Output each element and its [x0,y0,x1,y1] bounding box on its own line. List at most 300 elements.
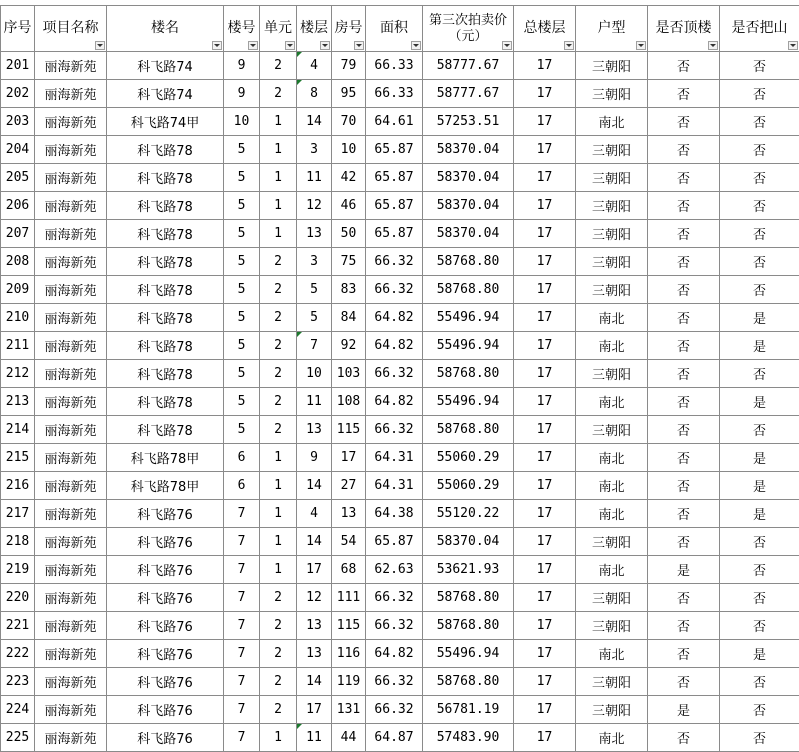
cell-gable[interactable]: 是 [720,444,799,472]
cell-seq[interactable]: 204 [1,136,35,164]
cell-seq[interactable]: 225 [1,724,35,752]
cell-seq[interactable]: 220 [1,584,35,612]
cell-total_floors[interactable]: 17 [514,640,576,668]
cell-room[interactable]: 119 [332,668,366,696]
cell-gable[interactable]: 否 [720,360,799,388]
cell-project[interactable]: 丽海新苑 [35,724,107,752]
cell-total_floors[interactable]: 17 [514,500,576,528]
cell-floor[interactable]: 5 [297,276,332,304]
cell-top_floor[interactable]: 否 [648,472,720,500]
cell-project[interactable]: 丽海新苑 [35,640,107,668]
cell-price[interactable]: 55496.94 [423,640,514,668]
cell-bldg_no[interactable]: 7 [224,500,260,528]
cell-top_floor[interactable]: 是 [648,696,720,724]
cell-area[interactable]: 64.82 [366,388,423,416]
cell-unit[interactable]: 1 [260,500,297,528]
cell-area[interactable]: 65.87 [366,528,423,556]
cell-price[interactable]: 58768.80 [423,612,514,640]
cell-bldg_no[interactable]: 7 [224,556,260,584]
cell-total_floors[interactable]: 17 [514,612,576,640]
cell-bldg_no[interactable]: 5 [224,136,260,164]
cell-total_floors[interactable]: 17 [514,528,576,556]
cell-seq[interactable]: 216 [1,472,35,500]
cell-room[interactable]: 54 [332,528,366,556]
cell-unit[interactable]: 1 [260,472,297,500]
cell-seq[interactable]: 201 [1,52,35,80]
cell-top_floor[interactable]: 否 [648,304,720,332]
cell-seq[interactable]: 217 [1,500,35,528]
cell-unit[interactable]: 1 [260,220,297,248]
cell-project[interactable]: 丽海新苑 [35,472,107,500]
cell-gable[interactable]: 是 [720,640,799,668]
cell-project[interactable]: 丽海新苑 [35,220,107,248]
cell-unit[interactable]: 1 [260,444,297,472]
cell-area[interactable]: 65.87 [366,192,423,220]
cell-gable[interactable]: 否 [720,220,799,248]
cell-project[interactable]: 丽海新苑 [35,696,107,724]
cell-room[interactable]: 84 [332,304,366,332]
cell-area[interactable]: 66.32 [366,416,423,444]
cell-building[interactable]: 科飞路78甲 [107,444,224,472]
cell-top_floor[interactable]: 否 [648,220,720,248]
cell-floor[interactable]: 9 [297,444,332,472]
cell-floor[interactable]: 14 [297,472,332,500]
cell-area[interactable]: 65.87 [366,136,423,164]
cell-seq[interactable]: 224 [1,696,35,724]
cell-gable[interactable]: 否 [720,668,799,696]
cell-floor[interactable]: 3 [297,248,332,276]
filter-dropdown-icon[interactable] [248,41,258,50]
cell-total_floors[interactable]: 17 [514,472,576,500]
cell-total_floors[interactable]: 17 [514,164,576,192]
cell-total_floors[interactable]: 17 [514,444,576,472]
cell-unit[interactable]: 2 [260,80,297,108]
cell-project[interactable]: 丽海新苑 [35,360,107,388]
cell-bldg_no[interactable]: 5 [224,304,260,332]
cell-room[interactable]: 108 [332,388,366,416]
cell-total_floors[interactable]: 17 [514,416,576,444]
cell-price[interactable]: 55496.94 [423,332,514,360]
cell-project[interactable]: 丽海新苑 [35,332,107,360]
cell-floor[interactable]: 14 [297,108,332,136]
cell-building[interactable]: 科飞路76 [107,640,224,668]
cell-project[interactable]: 丽海新苑 [35,164,107,192]
filter-dropdown-icon[interactable] [708,41,718,50]
cell-room[interactable]: 10 [332,136,366,164]
cell-building[interactable]: 科飞路78甲 [107,472,224,500]
cell-building[interactable]: 科飞路76 [107,528,224,556]
cell-gable[interactable]: 是 [720,472,799,500]
cell-layout[interactable]: 三朝阳 [576,192,648,220]
cell-total_floors[interactable]: 17 [514,724,576,752]
cell-layout[interactable]: 三朝阳 [576,584,648,612]
cell-price[interactable]: 58370.04 [423,528,514,556]
cell-building[interactable]: 科飞路76 [107,556,224,584]
cell-seq[interactable]: 223 [1,668,35,696]
cell-floor[interactable]: 11 [297,388,332,416]
cell-project[interactable]: 丽海新苑 [35,248,107,276]
cell-bldg_no[interactable]: 9 [224,52,260,80]
cell-area[interactable]: 66.32 [366,696,423,724]
cell-room[interactable]: 70 [332,108,366,136]
cell-project[interactable]: 丽海新苑 [35,556,107,584]
cell-floor[interactable]: 17 [297,556,332,584]
cell-building[interactable]: 科飞路78 [107,248,224,276]
cell-total_floors[interactable]: 17 [514,192,576,220]
cell-building[interactable]: 科飞路78 [107,220,224,248]
cell-unit[interactable]: 1 [260,528,297,556]
cell-bldg_no[interactable]: 6 [224,472,260,500]
cell-area[interactable]: 66.32 [366,360,423,388]
cell-room[interactable]: 116 [332,640,366,668]
cell-project[interactable]: 丽海新苑 [35,668,107,696]
cell-seq[interactable]: 213 [1,388,35,416]
cell-area[interactable]: 66.32 [366,248,423,276]
cell-room[interactable]: 46 [332,192,366,220]
cell-floor[interactable]: 4 [297,52,332,80]
cell-room[interactable]: 44 [332,724,366,752]
cell-total_floors[interactable]: 17 [514,248,576,276]
cell-seq[interactable]: 202 [1,80,35,108]
cell-seq[interactable]: 218 [1,528,35,556]
cell-unit[interactable]: 2 [260,304,297,332]
filter-dropdown-icon[interactable] [411,41,421,50]
cell-unit[interactable]: 2 [260,332,297,360]
cell-floor[interactable]: 13 [297,220,332,248]
filter-dropdown-icon[interactable] [95,41,105,50]
cell-top_floor[interactable]: 否 [648,388,720,416]
cell-bldg_no[interactable]: 7 [224,696,260,724]
cell-seq[interactable]: 219 [1,556,35,584]
cell-area[interactable]: 66.33 [366,52,423,80]
cell-layout[interactable]: 南北 [576,332,648,360]
cell-layout[interactable]: 三朝阳 [576,80,648,108]
cell-room[interactable]: 27 [332,472,366,500]
cell-price[interactable]: 58768.80 [423,360,514,388]
cell-top_floor[interactable]: 否 [648,416,720,444]
cell-area[interactable]: 66.32 [366,276,423,304]
cell-building[interactable]: 科飞路78 [107,360,224,388]
cell-building[interactable]: 科飞路76 [107,584,224,612]
cell-room[interactable]: 111 [332,584,366,612]
cell-area[interactable]: 66.33 [366,80,423,108]
cell-area[interactable]: 65.87 [366,164,423,192]
cell-floor[interactable]: 5 [297,304,332,332]
cell-layout[interactable]: 南北 [576,444,648,472]
cell-price[interactable]: 58777.67 [423,80,514,108]
cell-area[interactable]: 64.82 [366,304,423,332]
cell-price[interactable]: 53621.93 [423,556,514,584]
cell-building[interactable]: 科飞路78 [107,164,224,192]
cell-top_floor[interactable]: 否 [648,444,720,472]
cell-building[interactable]: 科飞路78 [107,276,224,304]
cell-total_floors[interactable]: 17 [514,136,576,164]
cell-building[interactable]: 科飞路74 [107,52,224,80]
cell-bldg_no[interactable]: 5 [224,276,260,304]
cell-layout[interactable]: 三朝阳 [576,696,648,724]
cell-room[interactable]: 115 [332,612,366,640]
cell-area[interactable]: 64.31 [366,444,423,472]
cell-bldg_no[interactable]: 7 [224,612,260,640]
cell-area[interactable]: 64.31 [366,472,423,500]
cell-gable[interactable]: 否 [720,192,799,220]
cell-gable[interactable]: 否 [720,136,799,164]
cell-layout[interactable]: 三朝阳 [576,248,648,276]
filter-dropdown-icon[interactable] [320,41,330,50]
cell-seq[interactable]: 208 [1,248,35,276]
cell-total_floors[interactable]: 17 [514,108,576,136]
cell-bldg_no[interactable]: 5 [224,416,260,444]
cell-seq[interactable]: 212 [1,360,35,388]
cell-seq[interactable]: 210 [1,304,35,332]
cell-layout[interactable]: 南北 [576,304,648,332]
cell-gable[interactable]: 是 [720,304,799,332]
filter-dropdown-icon[interactable] [636,41,646,50]
cell-top_floor[interactable]: 否 [648,136,720,164]
cell-gable[interactable]: 否 [720,612,799,640]
cell-price[interactable]: 58768.80 [423,248,514,276]
cell-project[interactable]: 丽海新苑 [35,584,107,612]
cell-floor[interactable]: 13 [297,640,332,668]
cell-project[interactable]: 丽海新苑 [35,52,107,80]
cell-building[interactable]: 科飞路78 [107,136,224,164]
cell-layout[interactable]: 三朝阳 [576,360,648,388]
cell-building[interactable]: 科飞路78 [107,304,224,332]
cell-top_floor[interactable]: 否 [648,528,720,556]
filter-dropdown-icon[interactable] [502,41,512,50]
cell-floor[interactable]: 3 [297,136,332,164]
filter-dropdown-icon[interactable] [354,41,364,50]
cell-total_floors[interactable]: 17 [514,556,576,584]
cell-room[interactable]: 103 [332,360,366,388]
cell-price[interactable]: 58768.80 [423,668,514,696]
cell-project[interactable]: 丽海新苑 [35,80,107,108]
cell-gable[interactable]: 是 [720,332,799,360]
cell-building[interactable]: 科飞路76 [107,668,224,696]
cell-gable[interactable]: 否 [720,724,799,752]
cell-floor[interactable]: 17 [297,696,332,724]
cell-gable[interactable]: 否 [720,80,799,108]
cell-top_floor[interactable]: 否 [648,584,720,612]
cell-unit[interactable]: 1 [260,164,297,192]
cell-building[interactable]: 科飞路76 [107,500,224,528]
cell-seq[interactable]: 206 [1,192,35,220]
cell-seq[interactable]: 205 [1,164,35,192]
cell-layout[interactable]: 三朝阳 [576,612,648,640]
cell-floor[interactable]: 13 [297,416,332,444]
cell-price[interactable]: 56781.19 [423,696,514,724]
filter-dropdown-icon[interactable] [788,41,798,50]
cell-bldg_no[interactable]: 7 [224,528,260,556]
filter-dropdown-icon[interactable] [285,41,295,50]
cell-floor[interactable]: 10 [297,360,332,388]
cell-project[interactable]: 丽海新苑 [35,192,107,220]
cell-seq[interactable]: 222 [1,640,35,668]
cell-layout[interactable]: 南北 [576,472,648,500]
cell-price[interactable]: 58370.04 [423,192,514,220]
cell-building[interactable]: 科飞路76 [107,696,224,724]
cell-bldg_no[interactable]: 7 [224,668,260,696]
cell-area[interactable]: 66.32 [366,612,423,640]
cell-project[interactable]: 丽海新苑 [35,276,107,304]
cell-price[interactable]: 55060.29 [423,444,514,472]
cell-top_floor[interactable]: 否 [648,192,720,220]
cell-price[interactable]: 57483.90 [423,724,514,752]
cell-gable[interactable]: 否 [720,416,799,444]
cell-floor[interactable]: 11 [297,164,332,192]
cell-project[interactable]: 丽海新苑 [35,108,107,136]
cell-gable[interactable]: 否 [720,696,799,724]
cell-gable[interactable]: 否 [720,276,799,304]
cell-room[interactable]: 17 [332,444,366,472]
cell-top_floor[interactable]: 否 [648,276,720,304]
cell-bldg_no[interactable]: 9 [224,80,260,108]
cell-floor[interactable]: 11 [297,724,332,752]
cell-seq[interactable]: 203 [1,108,35,136]
cell-bldg_no[interactable]: 7 [224,640,260,668]
cell-bldg_no[interactable]: 7 [224,724,260,752]
cell-unit[interactable]: 2 [260,640,297,668]
cell-total_floors[interactable]: 17 [514,360,576,388]
cell-unit[interactable]: 1 [260,724,297,752]
cell-unit[interactable]: 1 [260,136,297,164]
cell-seq[interactable]: 211 [1,332,35,360]
filter-dropdown-icon[interactable] [212,41,222,50]
cell-gable[interactable]: 是 [720,500,799,528]
cell-floor[interactable]: 12 [297,192,332,220]
cell-layout[interactable]: 三朝阳 [576,416,648,444]
cell-price[interactable]: 58370.04 [423,220,514,248]
cell-building[interactable]: 科飞路76 [107,724,224,752]
cell-layout[interactable]: 三朝阳 [576,220,648,248]
cell-project[interactable]: 丽海新苑 [35,612,107,640]
cell-layout[interactable]: 三朝阳 [576,136,648,164]
cell-floor[interactable]: 8 [297,80,332,108]
cell-floor[interactable]: 4 [297,500,332,528]
cell-price[interactable]: 55496.94 [423,304,514,332]
cell-room[interactable]: 115 [332,416,366,444]
filter-dropdown-icon[interactable] [564,41,574,50]
cell-bldg_no[interactable]: 5 [224,192,260,220]
cell-room[interactable]: 83 [332,276,366,304]
cell-gable[interactable]: 否 [720,248,799,276]
cell-project[interactable]: 丽海新苑 [35,388,107,416]
cell-room[interactable]: 79 [332,52,366,80]
cell-unit[interactable]: 2 [260,52,297,80]
cell-top_floor[interactable]: 否 [648,500,720,528]
cell-floor[interactable]: 14 [297,528,332,556]
cell-bldg_no[interactable]: 5 [224,220,260,248]
cell-total_floors[interactable]: 17 [514,52,576,80]
cell-layout[interactable]: 南北 [576,724,648,752]
cell-unit[interactable]: 1 [260,108,297,136]
cell-layout[interactable]: 三朝阳 [576,528,648,556]
cell-room[interactable]: 92 [332,332,366,360]
cell-top_floor[interactable]: 否 [648,360,720,388]
cell-gable[interactable]: 否 [720,164,799,192]
cell-seq[interactable]: 221 [1,612,35,640]
cell-top_floor[interactable]: 否 [648,80,720,108]
cell-room[interactable]: 50 [332,220,366,248]
cell-building[interactable]: 科飞路78 [107,192,224,220]
cell-unit[interactable]: 2 [260,584,297,612]
cell-floor[interactable]: 7 [297,332,332,360]
cell-bldg_no[interactable]: 5 [224,164,260,192]
cell-building[interactable]: 科飞路76 [107,612,224,640]
cell-unit[interactable]: 2 [260,668,297,696]
cell-total_floors[interactable]: 17 [514,388,576,416]
cell-unit[interactable]: 2 [260,248,297,276]
cell-building[interactable]: 科飞路74甲 [107,108,224,136]
cell-area[interactable]: 64.82 [366,640,423,668]
cell-gable[interactable]: 否 [720,528,799,556]
cell-area[interactable]: 64.82 [366,332,423,360]
cell-layout[interactable]: 三朝阳 [576,276,648,304]
cell-top_floor[interactable]: 否 [648,52,720,80]
cell-total_floors[interactable]: 17 [514,584,576,612]
cell-top_floor[interactable]: 否 [648,724,720,752]
cell-building[interactable]: 科飞路74 [107,80,224,108]
cell-unit[interactable]: 1 [260,556,297,584]
cell-seq[interactable]: 214 [1,416,35,444]
cell-layout[interactable]: 南北 [576,108,648,136]
cell-price[interactable]: 55496.94 [423,388,514,416]
cell-room[interactable]: 131 [332,696,366,724]
cell-layout[interactable]: 三朝阳 [576,668,648,696]
cell-building[interactable]: 科飞路78 [107,416,224,444]
cell-top_floor[interactable]: 否 [648,668,720,696]
cell-area[interactable]: 64.38 [366,500,423,528]
cell-layout[interactable]: 三朝阳 [576,164,648,192]
cell-price[interactable]: 58370.04 [423,136,514,164]
cell-floor[interactable]: 13 [297,612,332,640]
cell-layout[interactable]: 南北 [576,556,648,584]
cell-area[interactable]: 64.61 [366,108,423,136]
cell-total_floors[interactable]: 17 [514,80,576,108]
cell-gable[interactable]: 是 [720,388,799,416]
cell-total_floors[interactable]: 17 [514,696,576,724]
cell-top_floor[interactable]: 是 [648,556,720,584]
cell-total_floors[interactable]: 17 [514,304,576,332]
cell-bldg_no[interactable]: 5 [224,360,260,388]
cell-layout[interactable]: 南北 [576,500,648,528]
cell-top_floor[interactable]: 否 [648,640,720,668]
cell-total_floors[interactable]: 17 [514,668,576,696]
cell-project[interactable]: 丽海新苑 [35,416,107,444]
cell-building[interactable]: 科飞路78 [107,332,224,360]
cell-unit[interactable]: 2 [260,612,297,640]
cell-area[interactable]: 66.32 [366,668,423,696]
cell-gable[interactable]: 否 [720,52,799,80]
cell-floor[interactable]: 12 [297,584,332,612]
cell-room[interactable]: 42 [332,164,366,192]
cell-unit[interactable]: 1 [260,192,297,220]
cell-price[interactable]: 58777.67 [423,52,514,80]
cell-bldg_no[interactable]: 6 [224,444,260,472]
cell-top_floor[interactable]: 否 [648,612,720,640]
cell-building[interactable]: 科飞路78 [107,388,224,416]
cell-area[interactable]: 64.87 [366,724,423,752]
cell-gable[interactable]: 否 [720,556,799,584]
cell-project[interactable]: 丽海新苑 [35,500,107,528]
cell-price[interactable]: 58370.04 [423,164,514,192]
cell-price[interactable]: 58768.80 [423,276,514,304]
cell-bldg_no[interactable]: 5 [224,332,260,360]
cell-top_floor[interactable]: 否 [648,248,720,276]
cell-total_floors[interactable]: 17 [514,332,576,360]
cell-price[interactable]: 57253.51 [423,108,514,136]
cell-floor[interactable]: 14 [297,668,332,696]
